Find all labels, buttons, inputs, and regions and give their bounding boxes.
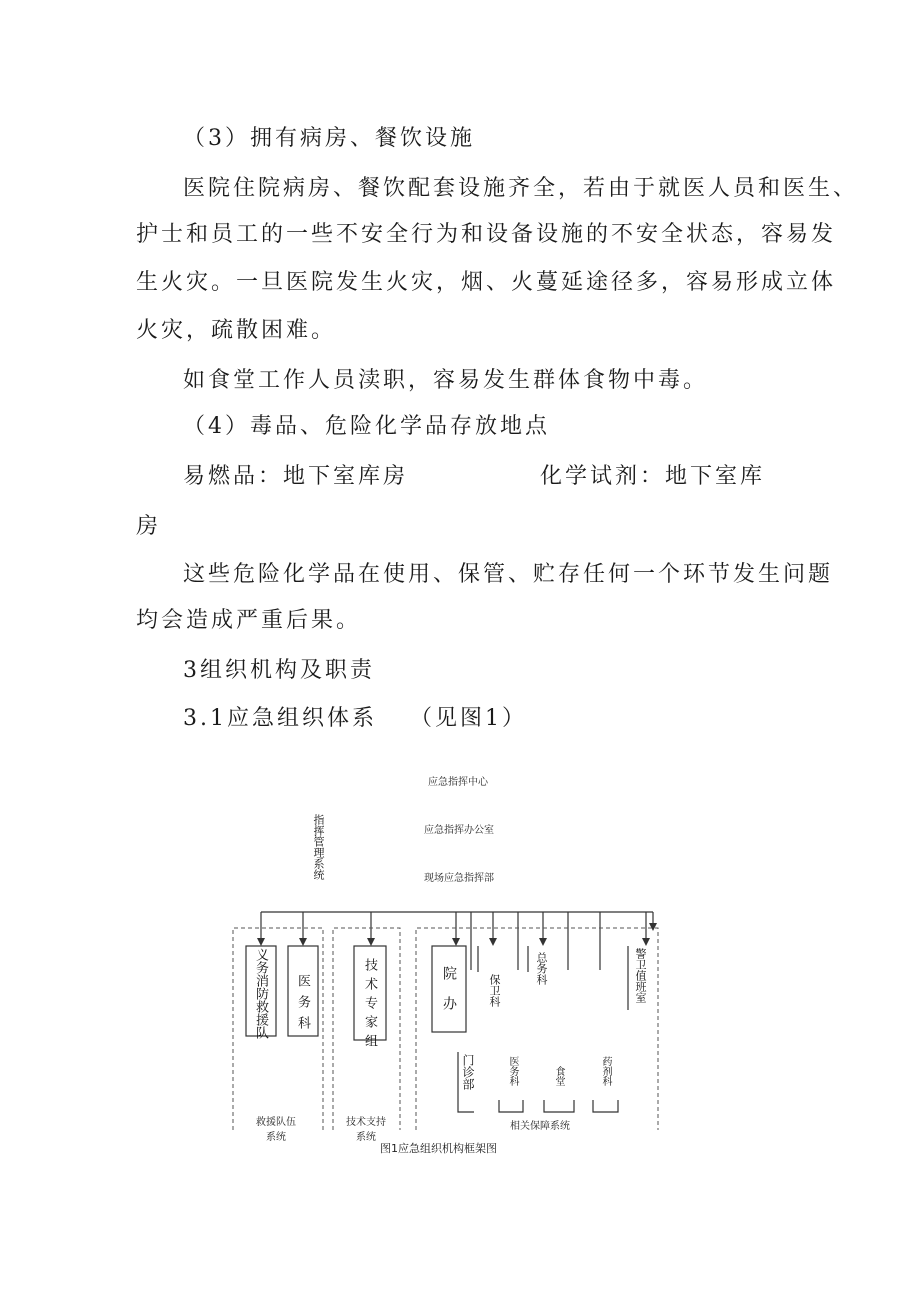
figure-reference: （见图1） (410, 706, 527, 731)
paragraph-line: 医院住院病房、餐饮配套设施齐全，若由于就医人员和医生、 (183, 176, 859, 201)
node-medical-affairs: 医务科 (507, 1056, 518, 1086)
storage-flammables: 易燃品：地下室库房 (183, 464, 409, 489)
node-field-command: 现场应急指挥部 (424, 873, 494, 884)
node-outpatient: 门诊部 (461, 1054, 475, 1090)
node-canteen: 食堂 (553, 1066, 564, 1086)
node-security-dept: 保卫科 (488, 974, 501, 1007)
section-heading-3: （3）拥有病房、餐饮设施 (183, 126, 475, 151)
label-command-system: 指挥管理系统 (312, 814, 325, 880)
paragraph-line: 均会造成严重后果。 (136, 608, 362, 633)
node-general-affairs: 总务科 (535, 952, 548, 985)
paragraph-line: 护士和员工的一些不安全行为和设备设施的不安全状态，容易发 (136, 222, 837, 247)
box-expert-group: 技术专家组 (362, 958, 377, 1053)
storage-chemicals-cont: 房 (136, 514, 162, 539)
storage-chemicals: 化学试剂：地下室库 (540, 464, 766, 489)
figure-caption: 图1应急组织机构框架图 (380, 1142, 497, 1155)
group-tech-system: 技术支持系统 (346, 1117, 386, 1143)
box-medical-dept: 医务科 (295, 974, 310, 1037)
subsection-heading: 3.1应急组织体系 (183, 706, 377, 731)
chapter-heading: 3组织机构及职责 (183, 658, 375, 683)
group-rescue-system: 救援队伍系统 (256, 1117, 296, 1143)
paragraph-line: 火灾，疏散困难。 (136, 318, 337, 343)
box-hospital-office: 院办 (441, 966, 457, 1026)
paragraph-line: 这些危险化学品在使用、保管、贮存任何一个环节发生问题 (183, 562, 834, 587)
group-support-system: 相关保障系统 (510, 1121, 570, 1132)
org-chart-figure (228, 760, 668, 1160)
org-chart-lines (228, 760, 668, 1160)
paragraph-line: 生火灾。一旦医院发生火灾，烟、火蔓延途径多，容易形成立体 (136, 270, 837, 295)
node-command-center: 应急指挥中心 (428, 777, 488, 788)
paragraph-line: 如食堂工作人员渎职，容易发生群体食物中毒。 (183, 368, 709, 393)
node-pharmacy: 药剂科 (600, 1056, 611, 1086)
section-heading-4: （4）毒品、危险化学品存放地点 (183, 414, 550, 439)
node-guard-duty-room: 警卫值班室 (634, 948, 647, 1003)
box-fire-rescue-team: 义务消防救援队 (253, 948, 268, 1039)
node-command-office: 应急指挥办公室 (424, 825, 494, 836)
